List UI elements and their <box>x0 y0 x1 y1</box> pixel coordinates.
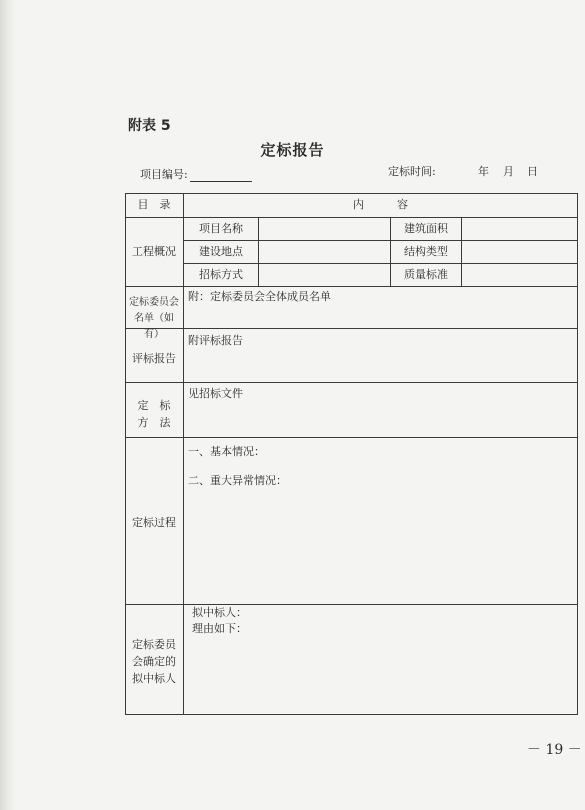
project-number-field <box>140 166 252 182</box>
eval-content[interactable]: 附评标报告 <box>188 334 243 347</box>
project-number-blank <box>190 171 252 182</box>
page-title: 定标报告 <box>260 141 325 159</box>
winner-line-1[interactable]: 拟中标人： <box>192 606 247 619</box>
committee-bottom-divider <box>125 328 578 329</box>
committee-label: 定标委员会名单（如有） <box>129 297 179 340</box>
header-left: 目 录 <box>137 198 171 211</box>
appendix-label: 附表 5 <box>128 118 171 134</box>
overview-bottom-divider <box>125 286 578 287</box>
project-number-label: 项目编号: <box>140 168 188 181</box>
date-label: 定标时间: <box>388 165 436 178</box>
header-right: 内 容 <box>353 198 408 211</box>
process-item-1[interactable]: 一、基本情况： <box>188 445 265 458</box>
overview-row-1-label: 项目名称 <box>199 222 243 235</box>
table-border-top <box>125 193 578 194</box>
winner-line-2[interactable]: 理由如下： <box>192 622 247 635</box>
date-month: 月 <box>503 165 514 178</box>
page-binding-edge <box>0 0 16 810</box>
award-report-table <box>125 193 578 715</box>
overview-row-3-label2: 质量标准 <box>404 268 448 281</box>
header-divider <box>125 217 578 218</box>
overview-row-3-label: 招标方式 <box>199 268 243 281</box>
overview-col-divider-1 <box>258 217 259 286</box>
overview-row-divider-2 <box>183 263 578 264</box>
winner-label: 定标委员会确定的拟中标人 <box>132 638 176 685</box>
committee-content[interactable]: 附：定标委员会全体成员名单 <box>188 290 331 303</box>
page-number: － 19 － <box>527 742 582 758</box>
overview-row-divider-1 <box>183 240 578 241</box>
method-content[interactable]: 见招标文件 <box>188 387 243 400</box>
date-day: 日 <box>527 165 538 178</box>
overview-label: 工程概况 <box>132 245 176 258</box>
table-border-left <box>125 193 126 715</box>
method-label-1: 定 标 <box>137 399 171 412</box>
eval-bottom-divider <box>125 382 578 383</box>
eval-label: 评标报告 <box>132 352 176 365</box>
process-label: 定标过程 <box>132 516 176 529</box>
overview-row-1-label2: 建筑面积 <box>404 222 448 235</box>
overview-row-2-label2: 结构类型 <box>404 245 448 258</box>
table-border-bottom <box>125 714 578 715</box>
process-item-2[interactable]: 二、重大异常情况： <box>188 474 287 487</box>
date-year: 年 <box>478 165 489 178</box>
method-bottom-divider <box>125 437 578 438</box>
overview-col-divider-3 <box>461 217 462 286</box>
method-label-2: 方 法 <box>137 416 171 429</box>
table-border-right <box>577 193 578 715</box>
overview-row-2-label: 建设地点 <box>199 245 243 258</box>
